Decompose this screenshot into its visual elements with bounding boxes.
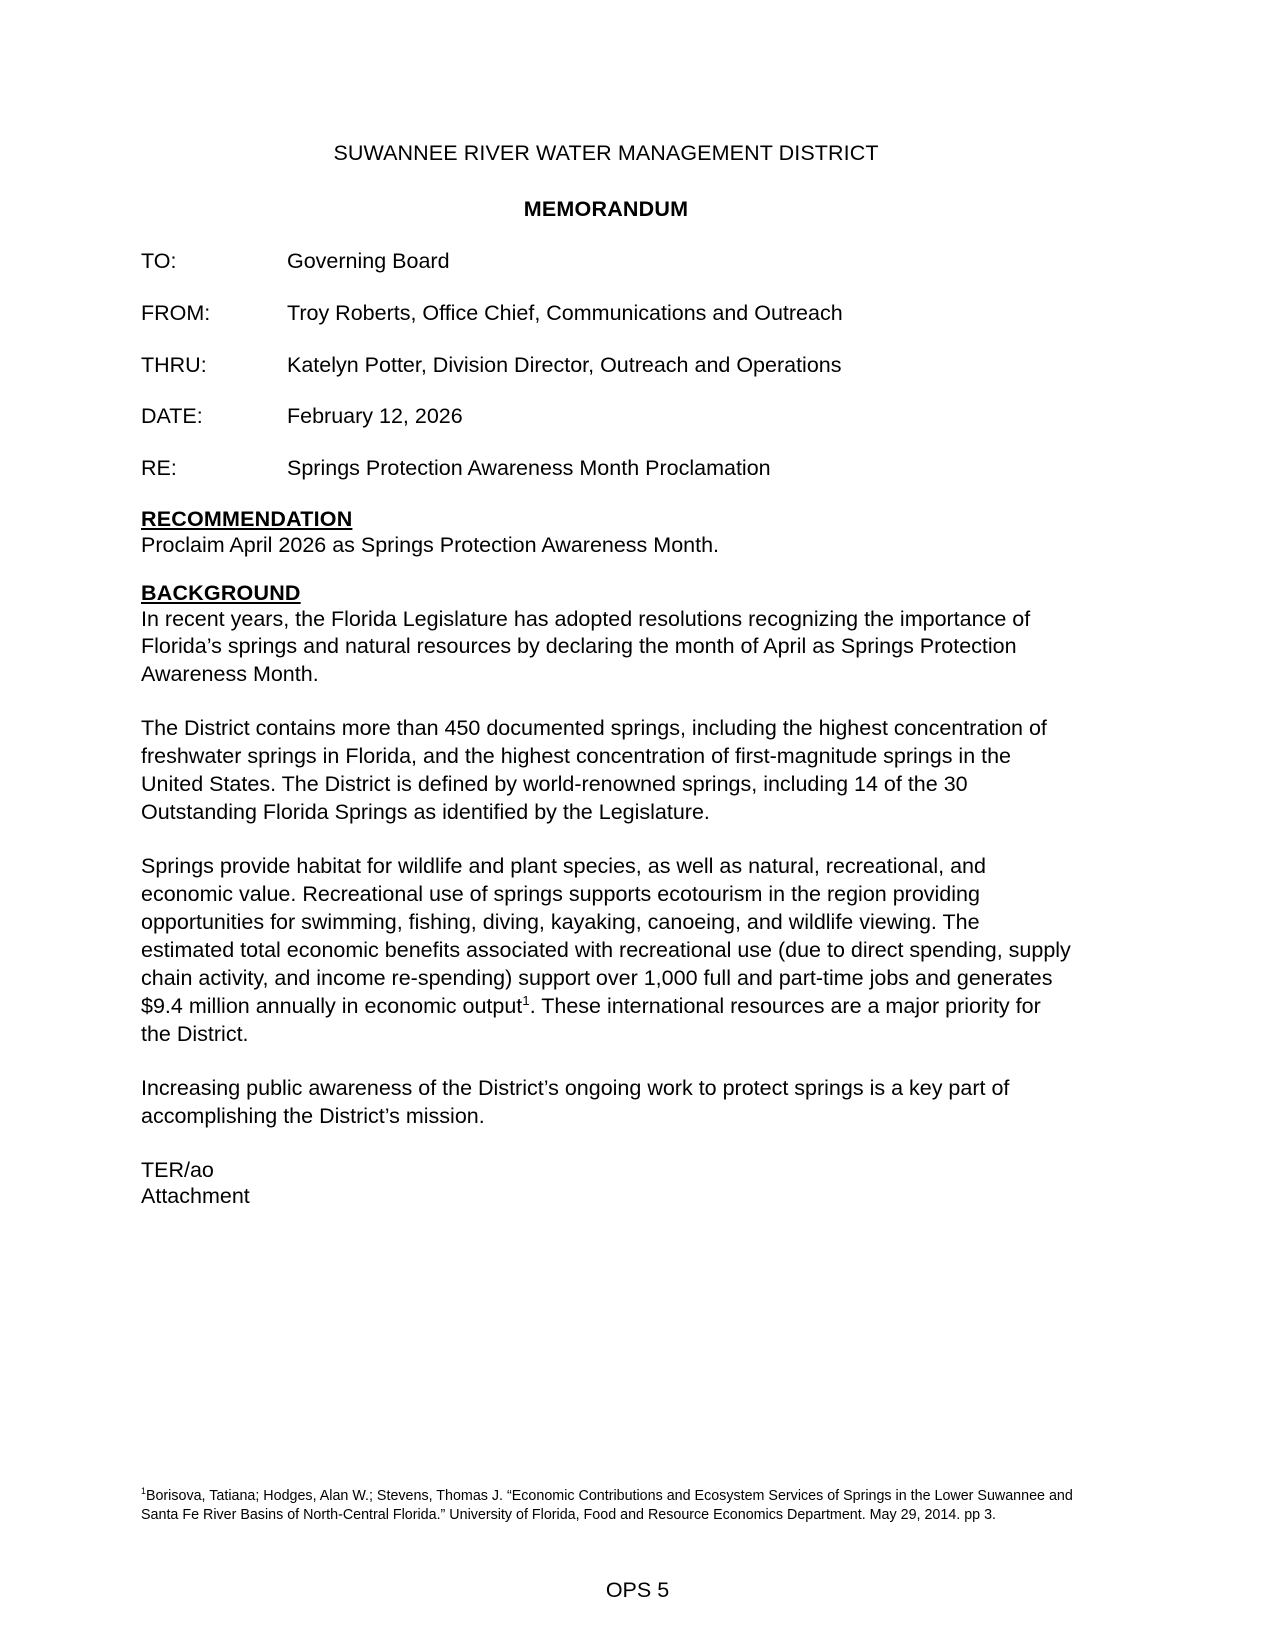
author-initials: TER/ao [141, 1157, 214, 1182]
recommendation-heading: RECOMMENDATION [141, 507, 353, 532]
background-section [141, 581, 1071, 1131]
memorandum-heading: MEMORANDUM [523, 196, 689, 221]
memo-field-thru [141, 352, 1071, 379]
background-paragraph-1: In recent years, the Florida Legislature has adopted resolutions recognizing the importance of Florida’s springs and natural resources by declaring the month of April as Springs Protection Awareness Month. [141, 606, 1031, 687]
attachment-note: Attachment [141, 1184, 250, 1209]
recommendation-section [141, 507, 1071, 560]
memo-header-fields [141, 248, 1071, 482]
background-paragraph-3 [141, 853, 1071, 1049]
memo-field-to-label: TO: [141, 248, 177, 273]
memo-field-thru-value: Katelyn Potter, Division Director, Outreach and Operations [287, 352, 842, 377]
memo-field-re-value: Springs Protection Awareness Month Proclamation [287, 456, 771, 481]
memo-field-thru-label: THRU: [141, 352, 207, 377]
memo-field-from [141, 300, 1071, 327]
memo-field-date [141, 403, 1071, 430]
memo-field-re [141, 455, 1071, 482]
background-paragraph-3-tail: . These international resources are a major priority for the District. [141, 993, 1041, 1046]
footnote-marker: 1 [141, 1486, 146, 1497]
background-paragraph-4: Increasing public awareness of the District’s ongoing work to protect springs is a key part of accomplishing the District’s mission. [141, 1075, 1010, 1128]
background-paragraph-3-main: Springs provide habitat for wildlife and plant species, as well as natural, recreational, and economic value. Recreational use of springs supports ecotourism in the region providing opportunities for swimming, fishing, diving, kayaking, canoeing, and wildlife viewing. The estimated total economic benefits associated with recreational use (due to direct spending, supply chain activity, and income re-spending) support over 1,000 full and part-time jobs and generates $9.4 million annually in economic output [141, 854, 1071, 1018]
recommendation-text: Proclaim April 2026 as Springs Protection Awareness Month. [141, 532, 720, 557]
footnote-block [141, 1487, 1076, 1525]
memo-field-re-label: RE: [141, 456, 177, 481]
memo-field-date-value: February 12, 2026 [287, 404, 463, 429]
background-heading: BACKGROUND [141, 580, 301, 605]
memo-field-to-value: Governing Board [287, 248, 450, 273]
memo-field-date-label: DATE: [141, 404, 203, 429]
memo-content [141, 0, 1071, 1210]
memo-field-from-label: FROM: [141, 300, 211, 325]
organization-title: SUWANNEE RIVER WATER MANAGEMENT DISTRICT [333, 141, 879, 165]
memo-field-from-value: Troy Roberts, Office Chief, Communications and Outreach [287, 300, 843, 325]
background-paragraph-2: The District contains more than 450 documented springs, including the highest concentration of freshwater springs in Florida, and the highest concentration of first-magnitude springs in the United States. The District is defined by world-renowned springs, including 14 of the 30 Outstanding Florida Springs as identified by the Legislature. [141, 716, 1047, 825]
page-footer-label: OPS 5 [605, 1578, 670, 1602]
footnote-text: Borisova, Tatiana; Hodges, Alan W.; Stevens, Thomas J. “Economic Contributions and Ecosystem Services of Springs in the Lower Suwannee and Santa Fe River Basins of North-Central Florida.” University of Florida, Food and Resource Economics Department. May 29, 2014. pp 3. [141, 1488, 1073, 1523]
background-paragraphs [141, 715, 1071, 1130]
closing-block [141, 1157, 1071, 1211]
memo-field-to [141, 248, 1071, 275]
footnote-reference-marker: 1 [522, 992, 530, 1008]
